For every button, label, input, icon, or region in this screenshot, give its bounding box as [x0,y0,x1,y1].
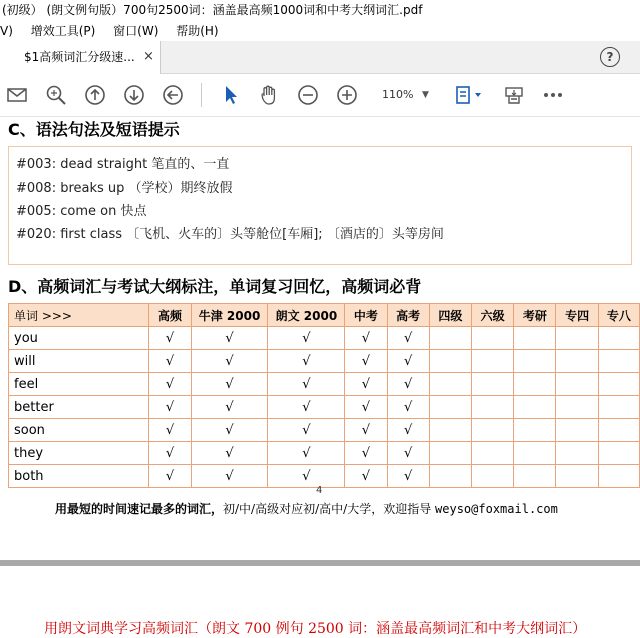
column-header: 朗文 2000 [268,304,345,327]
word-cell: both [9,465,149,488]
document-tab[interactable] [0,41,161,74]
page-footer [55,500,558,517]
zoom-select[interactable] [376,86,436,104]
mark-cell: √ [149,419,191,442]
mark-cell: √ [387,419,429,442]
phrase-line: #020: first class 〔飞机、火车的〕头等舱位[车厢]; 〔酒店的〕头等房间 [16,227,444,242]
mark-cell: √ [191,373,268,396]
more-options-icon[interactable] [542,84,564,106]
mark-cell [472,373,514,396]
mark-cell [598,419,639,442]
column-header: 单词 >>> [9,304,149,327]
mark-cell [429,419,471,442]
table-row [9,442,640,465]
mark-cell: √ [387,465,429,488]
table-row [9,350,640,373]
mark-cell: √ [387,327,429,350]
mark-cell [429,442,471,465]
mark-cell: √ [268,465,345,488]
column-header: 专八 [598,304,639,327]
mark-cell [598,350,639,373]
next-page-headline: 用朗文词典学习高频词汇（朗文 700 例句 2500 词：涵盖最高频词汇和中考大纲词汇） [44,621,587,637]
mark-cell [514,442,556,465]
mark-cell [472,350,514,373]
mark-cell: √ [191,396,268,419]
mark-cell: √ [149,465,191,488]
email-icon[interactable] [6,84,28,106]
mark-cell [514,419,556,442]
footer-text: 初/中/高级对应初/高中/大学，欢迎指导 [223,502,432,516]
word-cell: better [9,396,149,419]
column-header: 专四 [556,304,598,327]
previous-page-icon[interactable] [84,84,106,106]
mark-cell: √ [149,396,191,419]
document-tab-label: $1高频词汇分级速... [24,50,135,64]
mark-cell [514,396,556,419]
table-row [9,465,640,488]
word-cell: will [9,350,149,373]
column-header: 牛津 2000 [191,304,268,327]
mark-cell [556,327,598,350]
column-header: 高频 [149,304,191,327]
vocab-table [8,303,640,488]
tab-bar [0,41,640,74]
table-header-row [9,304,640,327]
column-header: 中考 [345,304,387,327]
mark-cell: √ [345,350,387,373]
zoom-value: 110% [382,88,414,101]
mark-cell: √ [268,350,345,373]
menu-item-plugins[interactable]: 增效工具(P) [30,24,96,38]
search-icon[interactable] [45,84,67,106]
mark-cell: √ [191,350,268,373]
mark-cell [472,327,514,350]
word-cell: they [9,442,149,465]
menu-item-window[interactable]: 窗口(W) [113,24,159,38]
phrase-line: #003: dead straight 笔直的、一直 [16,157,230,172]
mark-cell [556,350,598,373]
word-cell: you [9,327,149,350]
mark-cell [514,327,556,350]
phrase-box [8,146,632,265]
table-row [9,419,640,442]
mark-cell [514,373,556,396]
next-page-icon[interactable] [123,84,145,106]
table-body [9,327,640,488]
mark-cell [556,396,598,419]
tab-close-icon[interactable]: × [143,49,154,64]
phrase-line: #008: breaks up （学校）期终放假 [16,181,233,196]
menu-bar [0,21,640,41]
window-title: (初级） (朗文例句版）700句2500词：涵盖最高频1000词和中考大纲词汇.pdf [2,3,423,17]
mark-cell: √ [268,419,345,442]
back-icon[interactable] [162,84,184,106]
mark-cell [472,419,514,442]
mark-cell: √ [149,442,191,465]
mark-cell: √ [345,373,387,396]
mark-cell: √ [191,465,268,488]
chevron-down-icon: ▼ [422,90,429,100]
mark-cell [598,396,639,419]
column-header: 四级 [429,304,471,327]
mark-cell [514,350,556,373]
next-pdf-page [0,566,640,638]
mark-cell: √ [387,442,429,465]
mark-cell: √ [345,465,387,488]
phrase-line: #005: come on 快点 [16,204,147,219]
mark-cell [556,373,598,396]
footer-bold-text: 用最短的时间速记最多的词汇， [55,502,224,516]
toolbar [0,74,640,117]
column-header: 考研 [514,304,556,327]
section-c-title: C、语法句法及短语提示 [8,120,180,139]
table-row [9,373,640,396]
mark-cell [429,465,471,488]
column-header: 高考 [387,304,429,327]
mark-cell: √ [268,442,345,465]
zoom-out-icon[interactable] [297,84,319,106]
mark-cell [556,442,598,465]
mark-cell: √ [149,373,191,396]
mark-cell: √ [191,419,268,442]
mark-cell: √ [387,396,429,419]
mark-cell: √ [191,327,268,350]
mark-cell [556,419,598,442]
fit-page-icon[interactable] [454,84,484,106]
menu-item-view[interactable]: V) [0,24,13,38]
column-header: 六级 [472,304,514,327]
mark-cell: √ [149,327,191,350]
toolbar-divider [201,83,202,107]
mark-cell: √ [387,350,429,373]
section-d-title: D、高频词汇与考试大纲标注，单词复习回忆，高频词必背 [8,277,422,296]
table-row [9,327,640,350]
mark-cell: √ [345,419,387,442]
mark-cell [472,396,514,419]
mark-cell [472,465,514,488]
mark-cell [472,442,514,465]
mark-cell [598,327,639,350]
mark-cell [598,373,639,396]
footer-email: weyso@foxmail.com [435,502,558,516]
help-icon[interactable]: ? [600,47,620,67]
mark-cell [598,465,639,488]
mark-cell: √ [345,327,387,350]
mark-cell: √ [268,327,345,350]
mark-cell: √ [149,350,191,373]
table-row [9,396,640,419]
mark-cell [429,373,471,396]
mark-cell [556,465,598,488]
mark-cell [429,327,471,350]
mark-cell: √ [345,396,387,419]
word-cell: feel [9,373,149,396]
word-cell: soon [9,419,149,442]
mark-cell: √ [345,442,387,465]
select-cursor-icon[interactable] [220,84,242,106]
menu-item-help[interactable]: 帮助(H) [176,24,219,38]
mark-cell: √ [191,442,268,465]
mark-cell [429,350,471,373]
mark-cell: √ [268,373,345,396]
pdf-page [0,117,640,560]
mark-cell [514,465,556,488]
zoom-in-icon[interactable] [336,84,358,106]
mark-cell [429,396,471,419]
mark-cell: √ [268,396,345,419]
window-title-bar [0,0,640,21]
hand-tool-icon[interactable] [258,84,280,106]
print-icon[interactable] [503,84,525,106]
mark-cell: √ [387,373,429,396]
mark-cell [598,442,639,465]
page-number: 4 [316,485,323,496]
